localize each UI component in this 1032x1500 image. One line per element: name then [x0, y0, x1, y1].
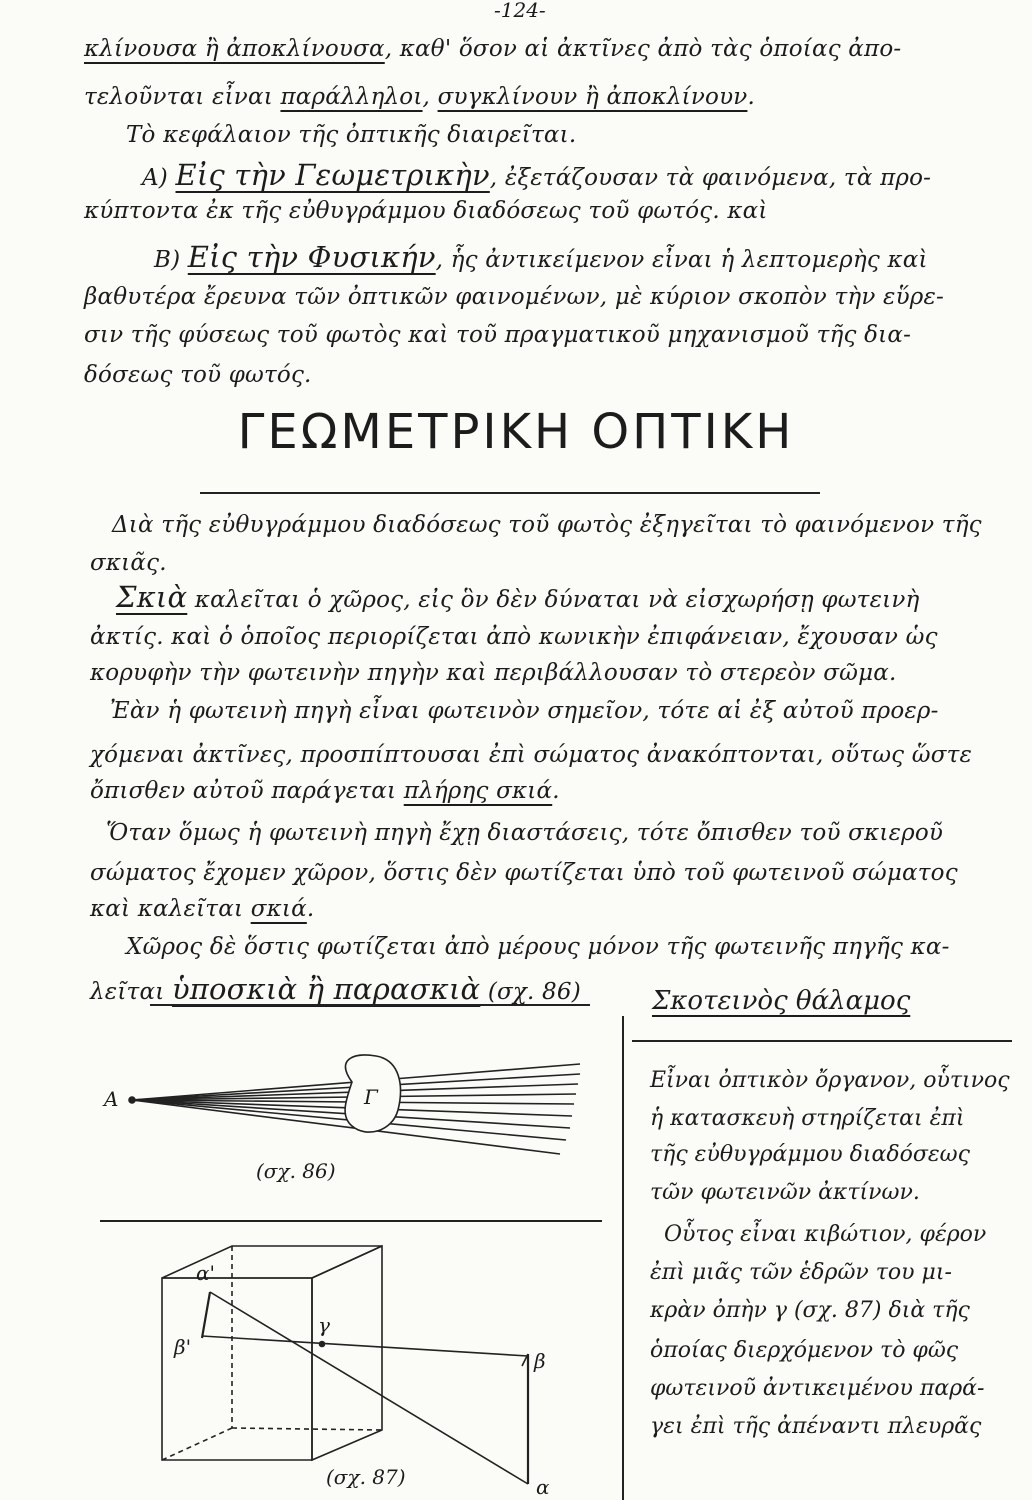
- point-source-dot: [129, 1097, 135, 1103]
- paragraph-line-6: Ἐὰν ἡ φωτεινὴ πηγὴ εἶναι φωτεινὸν σημεῖον, τότε αἱ ἐξ αὐτοῦ προερ-: [110, 698, 939, 724]
- text-segment: καλεῖται ὁ χῶρος, εἰς ὃν δὲν δύναται νὰ εἰσχωρήσῃ φωτεινὴ: [194, 587, 920, 613]
- right-column-line-9: φωτεινοῦ ἀντικειμένου παρά-: [650, 1376, 985, 1401]
- paragraph-line-9: Ὅταν ὅμως ἡ φωτεινὴ πηγὴ ἔχῃ διαστάσεις, τότε ὄπισθεν τοῦ σκιεροῦ: [106, 820, 944, 846]
- text-line-8: σιν τῆς φύσεως τοῦ φωτὸς καὶ τοῦ πραγματικοῦ μηχανισμοῦ τῆς δια-: [84, 322, 912, 348]
- text-segment: .: [747, 84, 755, 110]
- text-segment: , καθ' ὅσον αἱ ἀκτῖνες ἀπὸ τὰς ὁποίας ἀπο-: [384, 36, 902, 62]
- text-segment: καὶ καλεῖται: [90, 896, 244, 922]
- text-line-5: κύπτοντα ἐκ τῆς εὐθυγράμμου διαδόσεως τοῦ φωτός. καὶ: [84, 198, 768, 224]
- right-column-line-8: ὁποίας διερχόμενον τὸ φῶς: [650, 1338, 959, 1363]
- pinhole-dot: [320, 1342, 325, 1347]
- text-segment: , ἐξετάζουσαν τὰ φαινόμενα, τὰ προ-: [489, 165, 932, 191]
- figure-86: [129, 1055, 580, 1154]
- inverted-image: [202, 1292, 210, 1338]
- right-column-line-7: κρὰν ὀπὴν γ (σχ. 87) διὰ τῆς: [650, 1298, 970, 1323]
- text-segment: (σχ. 86): [487, 979, 581, 1005]
- figure-87-label-beta: β: [534, 1349, 546, 1373]
- text-segment: .: [306, 896, 315, 922]
- figure-87-label-alpha-prime: α': [196, 1261, 216, 1285]
- figure-87-label-alpha: α: [536, 1475, 550, 1499]
- figure-86-caption: (σχ. 86): [256, 1159, 336, 1183]
- section-title: ΓΕΩΜΕΤΡΙΚΗ ΟΠΤΙΚΗ: [237, 404, 795, 460]
- box-hidden-edge: [232, 1428, 382, 1430]
- paragraph-line-5: κορυφὴν τὴν φωτεινὴν πηγὴν καὶ περιβάλλουσαν τὸ στερεὸν σῶμα.: [90, 660, 897, 686]
- figure-87-label-gamma: γ: [318, 1313, 330, 1337]
- underlined-term: Σκιὰ: [116, 580, 188, 614]
- figure-87-caption: (σχ. 87): [326, 1465, 406, 1489]
- right-column-line-10: γει ἐπὶ τῆς ἀπέναντι πλευρᾶς: [650, 1414, 982, 1439]
- underlined-term: σκιά: [250, 896, 307, 922]
- paragraph-line-1: Διὰ τῆς εὐθυγράμμου διαδόσεως τοῦ φωτὸς ἐξηγεῖται τὸ φαινόμενον τῆς: [112, 512, 982, 538]
- right-column-line-1: Εἶναι ὀπτικὸν ὄργανον, οὗτινος: [650, 1068, 1010, 1093]
- text-line-9: δόσεως τοῦ φωτός.: [84, 362, 312, 388]
- box-hidden-edge: [162, 1428, 232, 1460]
- underlined-heading: Εἰς τὴν Γεωμετρικὴν: [175, 158, 490, 192]
- paragraph-line-4: ἀκτίς. καὶ ὁ ὁποῖος περιορίζεται ἀπὸ κωνικὴν ἐπιφάνειαν, ἔχουσαν ὡς: [90, 624, 938, 650]
- text-segment: ,: [422, 84, 431, 110]
- figure-87: [162, 1246, 528, 1484]
- figure-86-label-gamma: Γ: [364, 1085, 378, 1109]
- text-segment: , ἧς ἀντικείμενον εἶναι ἡ λεπτομερὴς καὶ: [435, 247, 928, 273]
- paragraph-line-12: Χῶρος δὲ ὅστις φωτίζεται ἀπὸ μέρους μόνον τῆς φωτεινῆς πηγῆς κα-: [126, 934, 950, 960]
- right-column-line-2: ἡ κατασκευὴ στηρίζεται ἐπὶ: [650, 1106, 965, 1131]
- box-top-face: [162, 1246, 382, 1278]
- underlined-phrase: παράλληλοι: [280, 84, 423, 110]
- right-column-line-3: τῆς εὐθυγράμμου διαδόσεως: [650, 1142, 970, 1167]
- figure-87-label-beta-prime: β': [174, 1335, 192, 1359]
- figure-86-label-A: A: [104, 1087, 119, 1111]
- paragraph-line-2: σκιᾶς.: [90, 550, 167, 576]
- text-line-3: Τὸ κεφάλαιον τῆς ὀπτικῆς διαιρεῖται.: [126, 122, 577, 148]
- underlined-phrase: κλίνουσα ἢ ἀποκλίνουσα: [84, 36, 385, 62]
- list-marker: A): [142, 165, 168, 191]
- right-column-line-6: ἐπὶ μιᾶς τῶν ἑδρῶν του μι-: [650, 1260, 952, 1285]
- list-marker: B): [154, 247, 181, 273]
- box-front-face: [162, 1278, 312, 1460]
- underlined-term: ὑποσκιὰ ἢ παρασκιὰ: [171, 972, 481, 1006]
- right-column-line-5: Οὗτος εἶναι κιβώτιον, φέρον: [664, 1222, 987, 1247]
- box-side-face: [312, 1246, 382, 1460]
- text-segment: λεῖται: [90, 979, 165, 1005]
- underlined-term: πλήρης σκιά: [403, 778, 553, 804]
- text-segment: τελοῦνται εἶναι: [84, 84, 273, 110]
- paragraph-line-10: σώματος ἔχομεν χῶρον, ὅστις δὲν φωτίζεται ὑπὸ τοῦ φωτεινοῦ σώματος: [90, 860, 958, 886]
- text-segment: .: [552, 778, 560, 804]
- underlined-phrase: συγκλίνουν ἢ ἀποκλίνουν: [437, 84, 748, 110]
- paragraph-line-7: χόμεναι ἀκτῖνες, προσπίπτουσαι ἐπὶ σώματος ἀνακόπτονται, οὕτως ὥστε: [90, 742, 973, 768]
- underlined-heading: Εἰς τὴν Φυσικήν: [187, 240, 436, 274]
- page-number: -124-: [494, 0, 546, 22]
- text-line-7: βαθυτέρα ἔρευνα τῶν ὀπτικῶν φαινομένων, μὲ κύριον σκοπὸν τὴν εὕρε-: [84, 284, 945, 310]
- right-column-heading: Σκοτεινὸς θάλαμος: [652, 986, 911, 1016]
- ray-line: [202, 1336, 528, 1356]
- text-segment: ὄπισθεν αὐτοῦ παράγεται: [90, 778, 397, 804]
- right-column-line-4: τῶν φωτεινῶν ἀκτίνων.: [650, 1180, 920, 1205]
- ray-line: [210, 1292, 528, 1484]
